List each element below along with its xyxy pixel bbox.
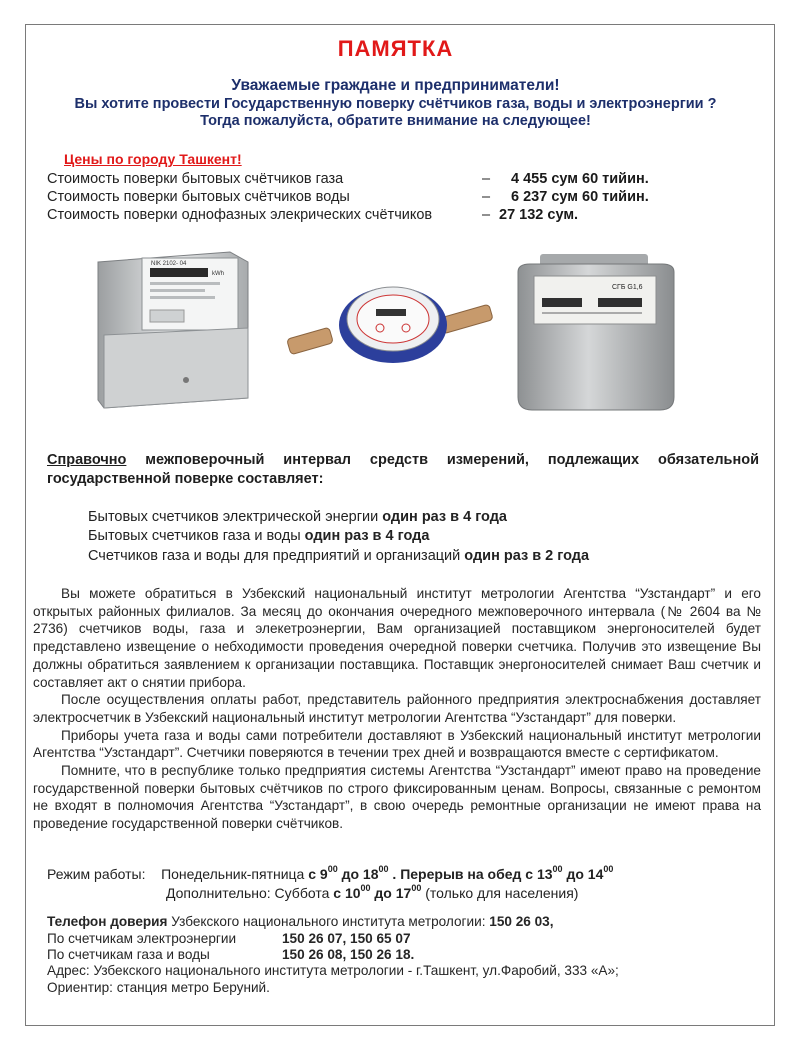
gaswater-contacts-label: По счетчикам газа и воды [47,947,210,962]
interval-gas-water [88,528,429,544]
hotline [47,914,554,929]
price-gas-value: 4 455 сум 60 тийин. [511,171,649,187]
electric-phones[interactable]: 150 26 07, 150 65 07 [282,931,411,946]
interval-gas-water-label: Бытовых счетчиков газа и воды [88,528,305,544]
interval-enterprise [88,548,589,564]
hotline-text: Узбекского национального института метрологии: [167,914,490,929]
landmark: Ориентир: станция метро Беруний. [47,980,270,995]
interval-enterprise-value: один раз в 2 года [464,548,590,564]
hotline-phone[interactable]: 150 26 03, [489,914,554,929]
interval-enterprise-label: Счетчиков газа и воды для предприятий и организаций [88,548,465,564]
gaswater-phones[interactable]: 150 26 08, 150 26 18. [282,947,415,962]
interval-electric-value: один раз в 4 года [382,509,507,525]
saturday-note: (только для населения) [421,885,579,901]
price-electric-dash: – [482,207,491,223]
hotline-lead: Телефон доверия [47,914,168,929]
electric-meter-unit: kWh [212,271,224,277]
water-meter-image [280,275,505,375]
hours-from: с $9^{00}$ до $18^{00}$ . Перерыв на обед с $13^{00}$ до $14^{00}$ [308,864,614,882]
gas-meter-image [512,252,680,417]
price-electric-label: Стоимость поверки однофазных элекрических счётчиков [47,207,433,223]
electric-contacts [47,931,607,946]
attention-line: Тогда пожалуйста, обратите внимание на следующее! [200,113,591,129]
paragraph-electric-delivery: После осуществления оплаты работ, представитель районного предприятия электроснабжения доставляет электросчетчик в Узбекский национальный институт метрологии Агентства “Узстандарт” для поверки. [33,692,761,725]
paragraph-gas-water-delivery: Приборы учета газа и воды сами потребители доставляют в Узбекский национальный институт метрологии Агентства “Узстандарт”. Счетчики поверяются в течении трех дней и возвращаются вместе с сертификатом. [33,727,761,761]
price-electric-value: 27 132 сум. [499,207,579,223]
electric-meter-image [90,240,260,415]
work-hours [47,864,613,882]
saturday-label: Дополнительно: Суббота [166,885,334,901]
price-water-label: Стоимость поверки бытовых счётчиков воды [47,189,350,205]
price-gas-label: Стоимость поверки бытовых счётчиков газа [47,171,344,187]
info-paragraphs [33,585,761,833]
greeting-line: Уважаемые граждане и предприниматели! [231,77,560,94]
reference-note [47,451,759,489]
interval-gas-water-value: один раз в 4 года [304,528,430,544]
electric-contacts-label: По счетчикам электроэнергии [47,931,237,946]
question-line: Вы хотите провести Государственную поверку счётчиков газа, воды и электроэнергии ? [74,96,717,112]
paragraph-apply: Вы можете обратиться в Узбекский национальный институт метрологии Агентства “Узстандарт” и его открытых районных филиалов. За месяц до окончания очередного межповерочного интервала (№ 2604 ва № 2736) счетчиков воды, газа и элекетроэнергии, Вам организацией поставщиком энергоносителей будет представлено извещение о небходимости проведения очередной поверки счетчика. Получив это извещение Вы должны обратиться заявлением к организации поставщика. Поставщик энергоносителей снимает Ваш счетчик и составляет акт о снятии прибора. [33,586,761,690]
interval-electric-label: Бытовых счетчиков электрической энергии [88,509,383,525]
gaswater-contacts [47,947,607,962]
hours-label: Режим работы: [47,866,146,882]
electric-meter-brand: NIK 2102- 04 [151,261,187,267]
prices-title: Цены по городу Ташкент! [64,151,242,167]
interval-electric [88,509,507,525]
paragraph-rights: Помните, что в республике только предприятия системы Агентства “Узстандарт” имеют право на проведение государственной поверки бытовых счётчиков по строго фиксированным ценам. Вопросы, связанные с ремонтом не входят в полномочия Агентства “Узстандарт”, в свою очередь ремонтные организации не имеют права на проведение государственной поверки счётчиков. [33,763,761,832]
price-water-dash: – [482,189,491,205]
price-water-value: 6 237 сум 60 тийин. [511,189,649,205]
gas-meter-model: СГБ G1,6 [612,284,643,291]
address: Адрес: Узбекского национального института метрологии - г.Ташкент, ул.Фаробий, 333 «А»; [47,963,619,978]
price-gas-dash: – [482,171,491,187]
reference-text: межповерочный интервал средств измерений, подлежащих обязательной государственной поверке составляет: [47,452,759,487]
reference-lead: Справочно [47,452,127,468]
saturday-time: с $10^{00}$ до $17^{00}$ [333,883,422,901]
saturday-hours [166,883,578,901]
hours-weekdays: Понедельник-пятница [161,866,309,882]
page-title: ПАМЯТКА [337,36,454,61]
